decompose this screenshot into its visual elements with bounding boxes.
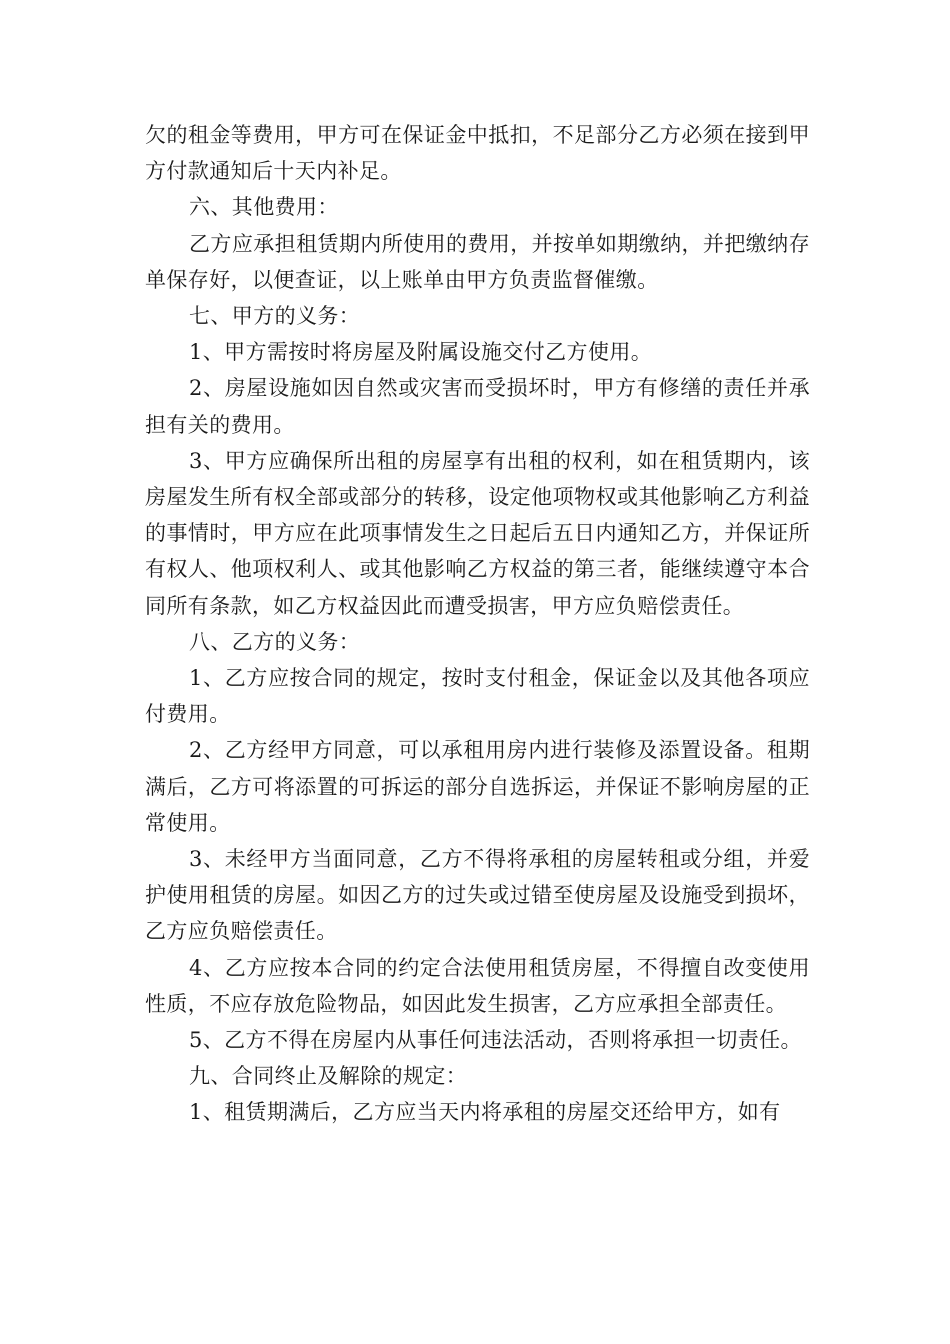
clause-b-5: 5、乙方不得在房屋内从事任何违法活动，否则将承担一切责任。 [189,1028,802,1053]
section-heading-termination: 九、合同终止及解除的规定： [189,1064,468,1089]
clause-b-1: 1、乙方应按合同的规定，按时支付租金，保证金以及其他各项应付费用。 [145,666,810,727]
clause-termination-1: 1、租赁期满后，乙方应当天内将承租的房屋交还给甲方，如有 [189,1100,781,1125]
paragraph-other-fees: 乙方应承担租赁期内所使用的费用，并按单如期缴纳，并把缴纳存单保存好，以便查证，以上账单由甲方负责监督催缴。 [145,231,810,292]
paragraph-1: 欠的租金等费用，甲方可在保证金中抵扣，不足部分乙方必须在接到甲方付款通知后十天内补足。 [145,123,810,184]
clause-b-3: 3、未经甲方当面同意，乙方不得将承租的房屋转租或分组，并爱护使用租赁的房屋。如因乙方的过失或过错至使房屋及设施受到损坏，乙方应负赔偿责任。 [145,847,810,944]
clause-a-3: 3、甲方应确保所出租的房屋享有出租的权利，如在租赁期内，该房屋发生所有权全部或部分的转移，设定他项物权或其他影响乙方利益的事情时，甲方应在此项事情发生之日起后五日内通知乙方，并保证所有权人、他项权利人、或其他影响乙方权益的第三者，能继续遵守本合同所有条款，如乙方权益因此而遭受损害，甲方应负赔偿责任。 [145,448,810,618]
clause-a-1: 1、甲方需按时将房屋及附属设施交付乙方使用。 [189,340,653,365]
section-heading-party-a-obligations: 七、甲方的义务： [189,304,361,329]
document-page [145,117,810,1131]
section-heading-party-b-obligations: 八、乙方的义务： [189,629,361,654]
clause-b-2: 2、乙方经甲方同意，可以承租用房内进行装修及添置设备。租期满后，乙方可将添置的可拆运的部分自选拆运，并保证不影响房屋的正常使用。 [145,738,810,835]
section-heading-other-fees: 六、其他费用： [189,195,339,220]
clause-b-4: 4、乙方应按本合同的约定合法使用租赁房屋，不得擅自改变使用性质，不应存放危险物品，如因此发生损害，乙方应承担全部责任。 [145,955,810,1016]
clause-a-2: 2、房屋设施如因自然或灾害而受损坏时，甲方有修缮的责任并承担有关的费用。 [145,376,810,437]
